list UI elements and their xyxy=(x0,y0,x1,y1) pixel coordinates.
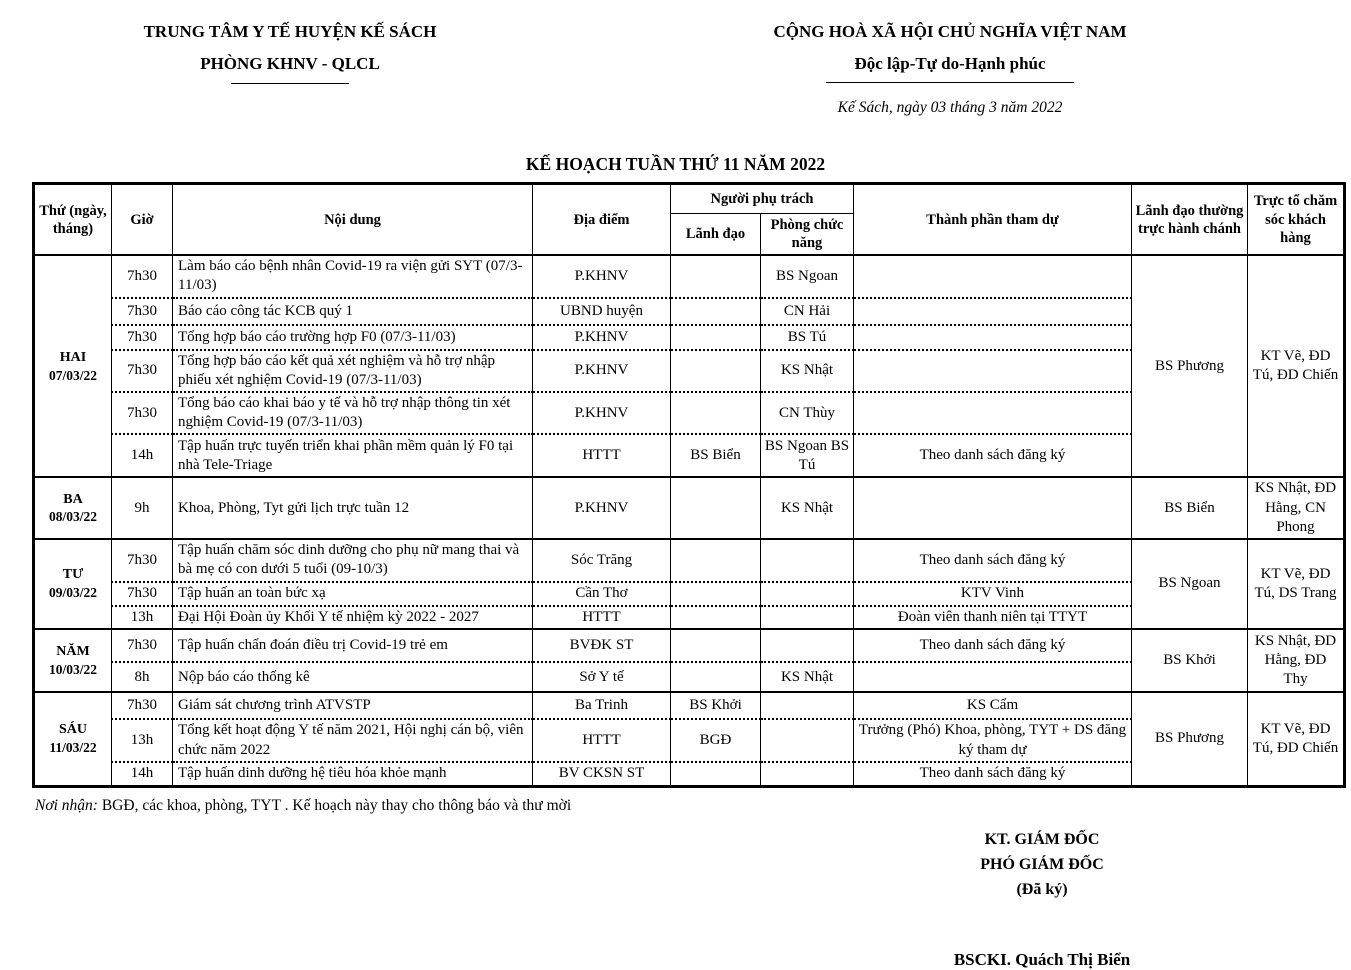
cell-time: 14h xyxy=(112,434,173,477)
cell-content: Tập huấn an toàn bức xạ xyxy=(173,582,533,606)
day-cell-friday: SÁU 11/03/22 xyxy=(34,692,112,786)
col-header-person-in-charge: Người phụ trách xyxy=(671,184,854,214)
table-row xyxy=(34,629,1345,662)
cell-content: Tổng kết hoạt động Y tế năm 2021, Hội nghị cán bộ, viên chức năm 2022 xyxy=(173,719,533,762)
cell-content: Tập huấn chẩn đoán điều trị Covid-19 trẻ em xyxy=(173,629,533,662)
cell-leader xyxy=(671,255,761,297)
cell-care-team: KT Vẽ, ĐD Tú, DS Trang xyxy=(1248,539,1345,629)
national-motto-line2: Độc lập-Tự do-Hạnh phúc xyxy=(854,54,1046,73)
cell-functional-dept xyxy=(761,582,854,606)
cell-participants xyxy=(854,298,1132,325)
cell-functional-dept: KS Nhật xyxy=(761,477,854,539)
cell-leader xyxy=(671,606,761,629)
page-title: KẾ HOẠCH TUẦN THỨ 11 NĂM 2022 xyxy=(525,154,826,174)
recipients-note xyxy=(35,797,1351,815)
cell-location: HTTT xyxy=(533,606,671,629)
cell-participants xyxy=(854,255,1132,297)
cell-location: P.KHNV xyxy=(533,325,671,350)
cell-content: Tập huấn dinh dưỡng hệ tiêu hóa khỏe mạnh xyxy=(173,762,533,786)
cell-location: P.KHNV xyxy=(533,350,671,392)
signature-block xyxy=(872,827,1212,970)
cell-leader: BS Biển xyxy=(671,434,761,477)
cell-functional-dept: CN Thùy xyxy=(761,392,854,434)
cell-location: HTTT xyxy=(533,434,671,477)
cell-time: 14h xyxy=(112,762,173,786)
recipients-text: BGĐ, các khoa, phòng, TYT . Kế hoạch này thay cho thông báo và thư mời xyxy=(97,796,572,814)
cell-leader xyxy=(671,762,761,786)
signer-name: BSCKI. Quách Thị Biển xyxy=(953,949,1131,969)
cell-location: UBND huyện xyxy=(533,298,671,325)
cell-content: Tập huấn trực tuyến triển khai phần mềm quản lý F0 tại nhà Tele-Triage xyxy=(173,434,533,477)
signature-title-1: KT. GIÁM ĐỐC xyxy=(984,830,1100,848)
cell-leader xyxy=(671,662,761,692)
recipients-label: Nơi nhận: xyxy=(35,796,98,814)
cell-duty-leader: BS Phương xyxy=(1132,692,1248,786)
col-header-day: Thứ (ngày, tháng) xyxy=(34,184,112,256)
cell-care-team: KS Nhật, ĐD Hằng, ĐD Thy xyxy=(1248,629,1345,692)
cell-leader xyxy=(671,539,761,582)
cell-time: 13h xyxy=(112,606,173,629)
cell-participants xyxy=(854,662,1132,692)
cell-location: BV CKSN ST xyxy=(533,762,671,786)
cell-time: 7h30 xyxy=(112,255,173,297)
cell-time: 7h30 xyxy=(112,582,173,606)
cell-time: 8h xyxy=(112,662,173,692)
col-header-content: Nội dung xyxy=(173,184,533,256)
cell-participants: KTV Vinh xyxy=(854,582,1132,606)
cell-time: 9h xyxy=(112,477,173,539)
day-cell-tuesday: BA 08/03/22 xyxy=(34,477,112,539)
cell-location: Ba Trinh xyxy=(533,692,671,719)
cell-participants: Theo danh sách đăng ký xyxy=(854,434,1132,477)
cell-time: 7h30 xyxy=(112,539,173,582)
cell-content: Giám sát chương trình ATVSTP xyxy=(173,692,533,719)
cell-content: Nộp báo cáo thống kê xyxy=(173,662,533,692)
cell-duty-leader: BS Khởi xyxy=(1132,629,1248,692)
cell-leader: BS Khởi xyxy=(671,692,761,719)
col-header-participants: Thành phần tham dự xyxy=(854,184,1132,256)
signed-note: (Đã ký) xyxy=(1016,880,1068,898)
cell-participants: Theo danh sách đăng ký xyxy=(854,629,1132,662)
cell-time: 7h30 xyxy=(112,692,173,719)
cell-time: 13h xyxy=(112,719,173,762)
org-name: TRUNG TÂM Y TẾ HUYỆN KẾ SÁCH xyxy=(143,22,437,41)
cell-time: 7h30 xyxy=(112,392,173,434)
cell-leader xyxy=(671,325,761,350)
cell-leader xyxy=(671,392,761,434)
cell-content: Tập huấn chăm sóc dinh dưỡng cho phụ nữ mang thai và bà mẹ có con dưới 5 tuổi (09-10/3) xyxy=(173,539,533,582)
cell-duty-leader: BS Biển xyxy=(1132,477,1248,539)
cell-participants xyxy=(854,350,1132,392)
cell-location: P.KHNV xyxy=(533,255,671,297)
cell-functional-dept xyxy=(761,629,854,662)
cell-functional-dept: BS Ngoan xyxy=(761,255,854,297)
cell-content: Báo cáo công tác KCB quý 1 xyxy=(173,298,533,325)
cell-functional-dept: BS Ngoan BS Tú xyxy=(761,434,854,477)
cell-participants: Theo danh sách đăng ký xyxy=(854,539,1132,582)
cell-location: HTTT xyxy=(533,719,671,762)
cell-location: P.KHNV xyxy=(533,477,671,539)
col-header-care-team: Trực tổ chăm sóc khách hàng xyxy=(1248,184,1345,256)
national-header xyxy=(700,16,1200,117)
cell-location: P.KHNV xyxy=(533,392,671,434)
cell-functional-dept: KS Nhật xyxy=(761,350,854,392)
cell-functional-dept xyxy=(761,606,854,629)
col-header-location: Địa điểm xyxy=(533,184,671,256)
cell-content: Làm báo cáo bệnh nhân Covid-19 ra viện gửi SYT (07/3-11/03) xyxy=(173,255,533,297)
cell-leader xyxy=(671,298,761,325)
cell-time: 7h30 xyxy=(112,629,173,662)
cell-location: Cần Thơ xyxy=(533,582,671,606)
cell-location: Sở Y tế xyxy=(533,662,671,692)
cell-content: Tổng hợp báo cáo trường hợp F0 (07/3-11/03) xyxy=(173,325,533,350)
place-date-line: Kế Sách, ngày 03 tháng 3 năm 2022 xyxy=(837,99,1063,116)
col-header-leader: Lãnh đạo xyxy=(671,214,761,256)
table-row xyxy=(34,255,1345,297)
cell-leader xyxy=(671,629,761,662)
cell-participants: KS Cẩm xyxy=(854,692,1132,719)
col-header-time: Giờ xyxy=(112,184,173,256)
table-row xyxy=(34,539,1345,582)
cell-functional-dept: BS Tú xyxy=(761,325,854,350)
national-motto-line1: CỘNG HOÀ XÃ HỘI CHỦ NGHĨA VIỆT NAM xyxy=(773,22,1127,41)
signature-gap xyxy=(872,902,1212,950)
cell-functional-dept xyxy=(761,539,854,582)
col-header-functional-dept: Phòng chức năng xyxy=(761,214,854,256)
cell-participants: Trưởng (Phó) Khoa, phòng, TYT + DS đăng ký tham dự xyxy=(854,719,1132,762)
cell-participants: Theo danh sách đăng ký xyxy=(854,762,1132,786)
cell-care-team: KS Nhật, ĐD Hằng, CN Phong xyxy=(1248,477,1345,539)
cell-participants: Đoàn viên thanh niên tại TTYT xyxy=(854,606,1132,629)
cell-participants xyxy=(854,392,1132,434)
cell-leader xyxy=(671,582,761,606)
cell-duty-leader: BS Ngoan xyxy=(1132,539,1248,629)
cell-care-team: KT Vẽ, ĐD Tú, ĐD Chiến xyxy=(1248,255,1345,477)
cell-content: Đại Hội Đoàn ủy Khối Y tế nhiệm kỳ 2022 - 2027 xyxy=(173,606,533,629)
cell-duty-leader: BS Phương xyxy=(1132,255,1248,477)
col-header-duty-leader: Lãnh đạo thường trực hành chánh xyxy=(1132,184,1248,256)
cell-leader xyxy=(671,477,761,539)
table-row xyxy=(34,692,1345,719)
cell-care-team: KT Vẽ, ĐD Tú, ĐD Chiến xyxy=(1248,692,1345,786)
day-cell-wednesday: TƯ 09/03/22 xyxy=(34,539,112,629)
table-row xyxy=(34,477,1345,539)
org-header xyxy=(30,16,550,84)
cell-participants xyxy=(854,325,1132,350)
motto-underline xyxy=(826,82,1074,83)
cell-functional-dept xyxy=(761,762,854,786)
cell-participants xyxy=(854,477,1132,539)
signature-title-2: PHÓ GIÁM ĐỐC xyxy=(980,855,1104,873)
cell-functional-dept: KS Nhật xyxy=(761,662,854,692)
header-row-top xyxy=(34,184,1345,214)
letterhead xyxy=(0,16,1351,146)
cell-time: 7h30 xyxy=(112,350,173,392)
cell-location: BVĐK ST xyxy=(533,629,671,662)
cell-leader xyxy=(671,350,761,392)
cell-content: Tổng hợp báo cáo kết quả xét nghiệm và hỗ trợ nhập phiếu xét nghiệm Covid-19 (07/3-11/03) xyxy=(173,350,533,392)
cell-location: Sóc Trăng xyxy=(533,539,671,582)
day-cell-monday: HAI 07/03/22 xyxy=(34,255,112,477)
cell-functional-dept xyxy=(761,692,854,719)
cell-leader: BGĐ xyxy=(671,719,761,762)
cell-content: Tổng báo cáo khai báo y tế và hỗ trợ nhập thông tin xét nghiệm Covid-19 (07/3-11/03) xyxy=(173,392,533,434)
cell-functional-dept: CN Hải xyxy=(761,298,854,325)
cell-time: 7h30 xyxy=(112,298,173,325)
org-department: PHÒNG KHNV - QLCL xyxy=(200,54,380,73)
weekly-plan-table xyxy=(32,182,1346,788)
day-cell-thursday: NĂM 10/03/22 xyxy=(34,629,112,692)
cell-content: Khoa, Phòng, Tyt gửi lịch trực tuần 12 xyxy=(173,477,533,539)
org-underline xyxy=(231,83,349,84)
cell-functional-dept xyxy=(761,719,854,762)
cell-time: 7h30 xyxy=(112,325,173,350)
